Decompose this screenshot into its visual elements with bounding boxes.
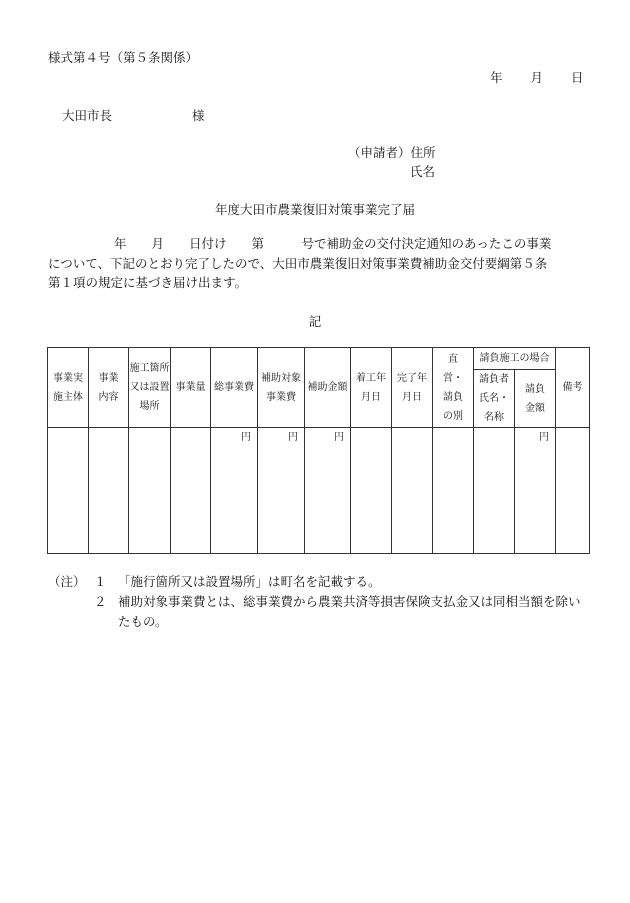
applicant-block (348, 143, 436, 181)
ki-heading: 記 (308, 314, 322, 329)
body-line-3: 第１項の規定に基づき届け出ます。 (48, 275, 248, 290)
note-text: 「施行箇所又は設置場所」は町名を記載する。 (118, 574, 381, 589)
header-complete: 完了年月日 (392, 348, 433, 428)
unit-yen: 円 (241, 432, 251, 443)
note-item (48, 592, 588, 632)
cell-eligible-cost[interactable] (258, 428, 305, 554)
note-number: １ (94, 574, 107, 589)
body-line-2: について、下記のとおり完了したので、大田市農業復旧対策事業費補助金交付要綱第５条 (48, 255, 548, 271)
completion-table (47, 347, 590, 554)
unit-yen: 円 (288, 432, 298, 443)
cell-complete[interactable] (392, 428, 433, 554)
unit-yen: 円 (334, 432, 344, 443)
cell-implementer[interactable] (48, 428, 89, 554)
header-total-cost: 総事業費 (211, 348, 258, 428)
body-text (48, 234, 588, 293)
cell-direct-or-contract[interactable] (433, 428, 474, 554)
addressee-name: 大田市長 (62, 108, 113, 123)
cell-start[interactable] (351, 428, 392, 554)
header-subsidy: 補助金額 (305, 348, 351, 428)
body-line-1: 年 月 日付け 第 号で補助金の交付決定通知のあったこの事業 (114, 236, 552, 251)
note-item (48, 572, 588, 592)
cell-contractor-name[interactable] (474, 428, 515, 554)
date-day: 日 (571, 70, 584, 85)
header-contract-group: 請負施工の場合 (474, 348, 556, 370)
addressee-honorific: 様 (192, 108, 205, 123)
note-number: ２ (94, 594, 107, 609)
header-quantity: 事業量 (171, 348, 211, 428)
unit-yen: 円 (539, 432, 549, 443)
applicant-address-label: 住所 (410, 145, 436, 160)
header-implementer: 事業実施主体 (48, 348, 89, 428)
cell-location[interactable] (129, 428, 171, 554)
note-text: 補助対象事業費とは、総事業費から農業共済等損害保険支払金又は同相当額を除いたもの。 (118, 594, 581, 629)
header-eligible-cost: 補助対象事業費 (258, 348, 305, 428)
header-location: 施工箇所又は設置場所 (129, 348, 171, 428)
cell-subsidy[interactable] (305, 428, 351, 554)
notes (48, 572, 588, 632)
notes-label: （注） (48, 574, 86, 589)
addressee (62, 106, 205, 124)
date-month: 月 (530, 70, 544, 85)
cell-remarks[interactable] (556, 428, 590, 554)
cell-content[interactable] (89, 428, 129, 554)
header-contractor-name: 請負者氏名・名称 (474, 370, 515, 428)
header-direct-or-contract: 直営・請負の別 (433, 348, 474, 428)
cell-total-cost[interactable] (211, 428, 258, 554)
cell-contract-amount[interactable] (515, 428, 556, 554)
document-title: 年度大田市農業復旧対策事業完了届 (214, 202, 415, 217)
header-remarks: 備考 (556, 348, 590, 428)
form-number: 様式第４号（第５条関係） (48, 50, 199, 65)
cell-quantity[interactable] (171, 428, 211, 554)
applicant-name-label: 氏名 (410, 164, 436, 179)
header-start: 着工年月日 (351, 348, 392, 428)
header-contract-amount: 請負金額 (515, 370, 556, 428)
date-line (490, 68, 584, 86)
date-year: 年 (490, 70, 503, 85)
header-content: 事業内容 (89, 348, 129, 428)
applicant-label: （申請者） (348, 145, 411, 160)
